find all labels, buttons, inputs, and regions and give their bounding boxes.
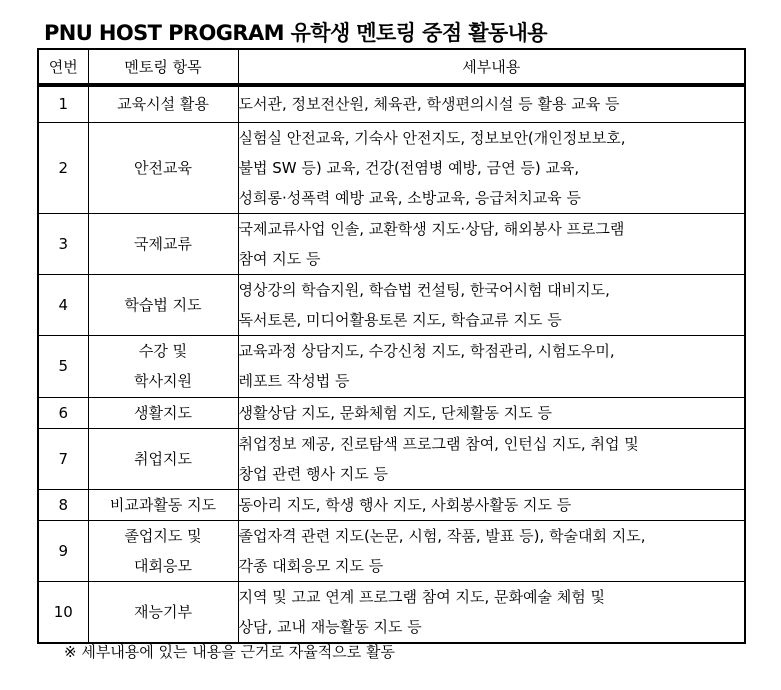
table-row — [38, 489, 745, 520]
mentoring-item — [88, 335, 238, 397]
detail-line: 지역 및 고교 연계 프로그램 참여 지도, 문화예술 체험 및 — [238, 587, 605, 606]
detail-content — [238, 213, 745, 274]
detail-line: 국제교류사업 인솔, 교환학생 지도·상담, 해외봉사 프로그램 — [238, 219, 625, 238]
detail-content — [238, 274, 745, 335]
detail-content — [238, 122, 745, 213]
detail-content — [238, 85, 745, 122]
row-number: 10 — [38, 581, 88, 643]
item-line: 안전교육 — [134, 158, 192, 177]
detail-line: 취업정보 제공, 진로탐색 프로그램 참여, 인턴십 지도, 취업 및 — [238, 434, 639, 453]
item-line: 수강 및 — [138, 342, 188, 360]
item-line: 교육시설 활용 — [117, 95, 209, 114]
footnote: ※ 세부내용에 있는 내용을 근거로 자율적으로 활동 — [64, 643, 395, 661]
table-row — [38, 581, 745, 643]
item-line: 대회응모 — [134, 556, 192, 575]
row-number: 2 — [38, 122, 88, 213]
detail-line: 불법 SW 등) 교육, 건강(전염병 예방, 금연 등) 교육, — [238, 158, 580, 177]
detail-line: 생활상담 지도, 문화체험 지도, 단체활동 지도 등 — [238, 403, 552, 422]
mentoring-item — [88, 274, 238, 335]
mentoring-item — [88, 397, 238, 428]
item-line: 국제교류 — [134, 234, 192, 253]
detail-line: 도서관, 정보전산원, 체육관, 학생편의시설 등 활용 교육 등 — [238, 95, 620, 114]
row-number: 8 — [38, 489, 88, 520]
row-number: 3 — [38, 213, 88, 274]
row-number: 4 — [38, 274, 88, 335]
mentoring-item — [88, 122, 238, 213]
detail-line: 성희롱·성폭력 예방 교육, 소방교육, 응급처치교육 등 — [238, 188, 581, 207]
detail-content — [238, 489, 745, 520]
column-header-no: 연번 — [38, 49, 88, 85]
table-row — [38, 122, 745, 213]
item-line: 취업지도 — [134, 449, 192, 468]
table-row — [38, 520, 745, 581]
table-header-row — [38, 49, 745, 85]
table-row — [38, 274, 745, 335]
row-number: 5 — [38, 335, 88, 397]
item-line: 생활지도 — [134, 403, 192, 422]
detail-line: 영상강의 학습지원, 학습법 컨설팅, 한국어시험 대비지도, — [238, 280, 610, 299]
table-row — [38, 397, 745, 428]
detail-line: 실험실 안전교육, 기숙사 안전지도, 정보보안(개인정보보호, — [238, 128, 626, 147]
mentoring-item — [88, 581, 238, 643]
row-number: 7 — [38, 428, 88, 489]
detail-line: 교육과정 상담지도, 수강신청 지도, 학점관리, 시험도우미, — [238, 342, 615, 360]
mentoring-item — [88, 85, 238, 122]
detail-line: 각종 대회응모 지도 등 — [238, 556, 384, 575]
page-title: PNU HOST PROGRAM 유학생 멘토링 중점 활동내용 — [44, 21, 547, 45]
row-number: 6 — [38, 397, 88, 428]
mentoring-item — [88, 428, 238, 489]
detail-line: 독서토론, 미디어활용토론 지도, 학습교류 지도 등 — [238, 310, 562, 329]
item-line: 재능기부 — [134, 602, 192, 621]
column-header-detail: 세부내용 — [238, 49, 745, 85]
item-line: 학사지원 — [134, 372, 192, 390]
mentoring-item — [88, 213, 238, 274]
item-line: 졸업지도 및 — [124, 526, 202, 545]
detail-content — [238, 520, 745, 581]
column-header-item: 멘토링 항목 — [88, 49, 238, 85]
mentoring-activities-table — [37, 48, 746, 644]
table-row — [38, 335, 745, 397]
detail-line: 동아리 지도, 학생 행사 지도, 사회봉사활동 지도 등 — [238, 495, 572, 514]
detail-content — [238, 581, 745, 643]
table-row — [38, 428, 745, 489]
detail-content — [238, 335, 745, 397]
mentoring-item — [88, 489, 238, 520]
mentoring-item — [88, 520, 238, 581]
detail-line: 창업 관련 행사 지도 등 — [238, 464, 388, 483]
row-number: 1 — [38, 85, 88, 122]
detail-line: 상담, 교내 재능활동 지도 등 — [238, 617, 422, 636]
detail-line: 참여 지도 등 — [238, 249, 321, 268]
item-line: 비교과활동 지도 — [109, 495, 217, 514]
detail-content — [238, 428, 745, 489]
detail-line: 레포트 작성법 등 — [238, 372, 350, 390]
row-number: 9 — [38, 520, 88, 581]
detail-line: 졸업자격 관련 지도(논문, 시험, 작품, 발표 등), 학술대회 지도, — [238, 526, 646, 545]
table-row — [38, 85, 745, 122]
table-row — [38, 213, 745, 274]
detail-content — [238, 397, 745, 428]
item-line: 학습법 지도 — [124, 295, 202, 314]
